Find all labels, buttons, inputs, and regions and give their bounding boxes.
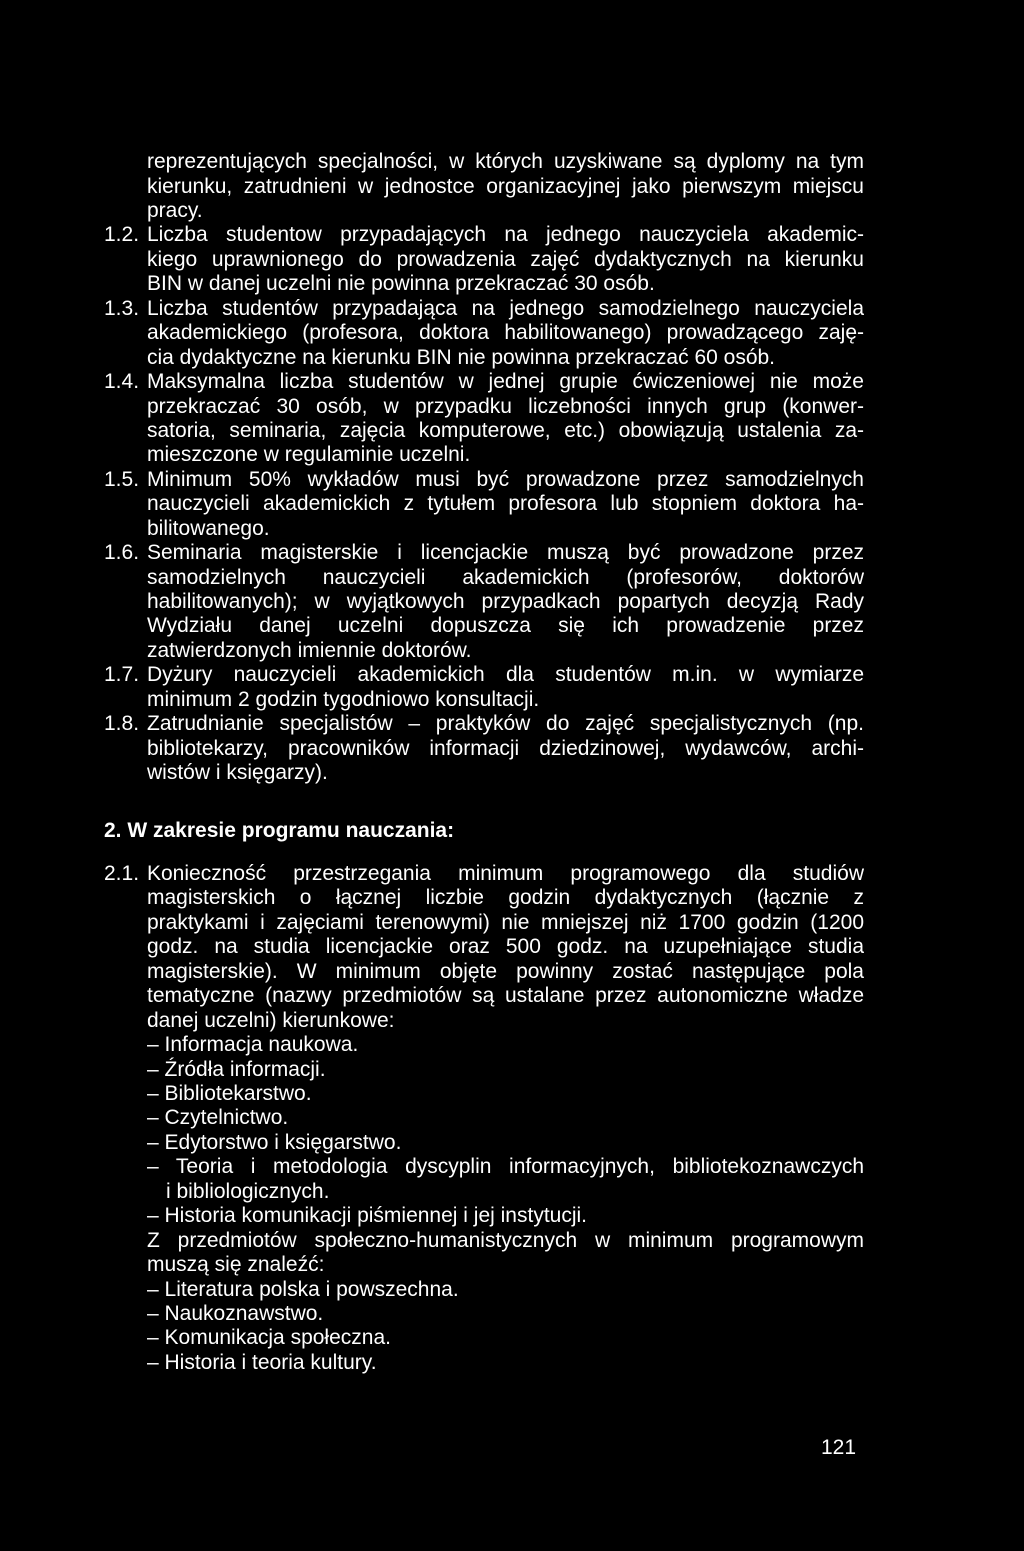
list-item: – Teoria i metodologia dyscyplin informacyjnych, bibliotekoznawczych: [147, 1155, 864, 1178]
item-number: 1.5.: [104, 468, 140, 491]
list-item: – Historia i teoria kultury.: [147, 1351, 377, 1374]
text-line: zatwierdzonych imiennie doktorów.: [147, 639, 472, 662]
text-line: minimum 2 godzin tygodniowo konsultacji.: [147, 688, 540, 711]
text-line: kiego uprawnionego do prowadzenia zajęć dydaktycznych na kierunku: [147, 248, 864, 271]
item-number: 1.8.: [104, 712, 140, 735]
text-line: tematyczne (nazwy przedmiotów są ustalane przez autonomiczne władze: [147, 984, 864, 1007]
text-line: nauczycieli akademickich z tytułem profesora lub stopniem doktora ha-: [147, 492, 864, 515]
list-item: – Literatura polska i powszechna.: [147, 1278, 459, 1301]
text-line: praktykami i zajęciami terenowymi) nie mniejszej niż 1700 godzin (1200: [147, 911, 864, 934]
text-line: Konieczność przestrzegania minimum programowego dla studiów: [147, 862, 864, 885]
list-item: – Edytorstwo i księgarstwo.: [147, 1131, 402, 1154]
text-line: mieszczone w regulaminie uczelni.: [147, 443, 471, 466]
text-line: Z przedmiotów społeczno-humanistycznych w minimum programowym: [147, 1229, 864, 1252]
list-item: – Historia komunikacji piśmiennej i jej instytucji.: [147, 1204, 587, 1227]
item-number: 1.7.: [104, 663, 140, 686]
text-line: kierunku, zatrudnieni w jednostce organizacyjnej jako pierwszym miejscu: [147, 175, 864, 198]
list-item-continuation: i bibliologicznych.: [166, 1180, 330, 1203]
list-item: – Czytelnictwo.: [147, 1106, 289, 1129]
list-item: – Naukoznawstwo.: [147, 1302, 324, 1325]
text-line: przekraczać 30 osób, w przypadku liczebności innych grup (konwer-: [147, 395, 864, 418]
text-line: magisterskich o łącznej liczbie godzin dydaktycznych (łącznie z: [147, 886, 864, 909]
text-line: Seminaria magisterskie i licencjackie muszą być prowadzone przez: [147, 541, 864, 564]
text-line: BIN w danej uczelni nie powinna przekraczać 30 osób.: [147, 272, 655, 295]
page-number: 121: [821, 1436, 857, 1459]
list-item: – Komunikacja społeczna.: [147, 1326, 391, 1349]
text-line: reprezentujących specjalności, w których uzyskiwane są dyplomy na tym: [147, 150, 864, 173]
item-number: 2.1.: [104, 862, 140, 885]
text-line: muszą się znaleźć:: [147, 1253, 325, 1276]
text-line: Zatrudnianie specjalistów – praktyków do zajęć specjalistycznych (np.: [147, 712, 864, 735]
text-line: danej uczelni) kierunkowe:: [147, 1009, 395, 1032]
item-number: 1.3.: [104, 297, 140, 320]
text-line: Wydziału danej uczelni dopuszcza się ich prowadzenie przez: [147, 614, 864, 637]
item-number: 1.4.: [104, 370, 140, 393]
list-item: – Źródła informacji.: [147, 1058, 326, 1081]
text-line: Maksymalna liczba studentów w jednej grupie ćwiczeniowej nie może: [147, 370, 864, 393]
text-line: cia dydaktyczne na kierunku BIN nie powinna przekraczać 60 osób.: [147, 346, 776, 369]
text-line: pracy.: [147, 199, 203, 222]
text-line: wistów i księgarzy).: [147, 761, 328, 784]
item-number: 1.2.: [104, 223, 140, 246]
text-line: akademickiego (profesora, doktora habilitowanego) prowadzącego zaję-: [147, 321, 864, 344]
text-line: samodzielnych nauczycieli akademickich (profesorów, doktorów: [147, 566, 864, 589]
list-item: – Bibliotekarstwo.: [147, 1082, 312, 1105]
text-line: Minimum 50% wykładów musi być prowadzone przez samodzielnych: [147, 468, 864, 491]
text-line: godz. na studia licencjackie oraz 500 godz. na uzupełniające studia: [147, 935, 864, 958]
section-heading: 2. W zakresie programu nauczania:: [104, 819, 455, 842]
text-line: bilitowanego.: [147, 517, 270, 540]
text-line: Liczba studentów przypadająca na jednego samodzielnego nauczyciela: [147, 297, 864, 320]
text-line: magisterskie). W minimum objęte powinny zostać następujące pola: [147, 960, 864, 983]
text-line: Dyżury nauczycieli akademickich dla studentów m.in. w wymiarze: [147, 663, 864, 686]
text-line: satoria, seminaria, zajęcia komputerowe, etc.) obowiązują ustalenia za-: [147, 419, 864, 442]
text-line: bibliotekarzy, pracowników informacji dziedzinowej, wydawców, archi-: [147, 737, 864, 760]
text-line: habilitowanych); w wyjątkowych przypadkach popartych decyzją Rady: [147, 590, 864, 613]
text-line: Liczba studentow przypadających na jednego nauczyciela akademic-: [147, 223, 864, 246]
list-item: – Informacja naukowa.: [147, 1033, 359, 1056]
item-number: 1.6.: [104, 541, 140, 564]
